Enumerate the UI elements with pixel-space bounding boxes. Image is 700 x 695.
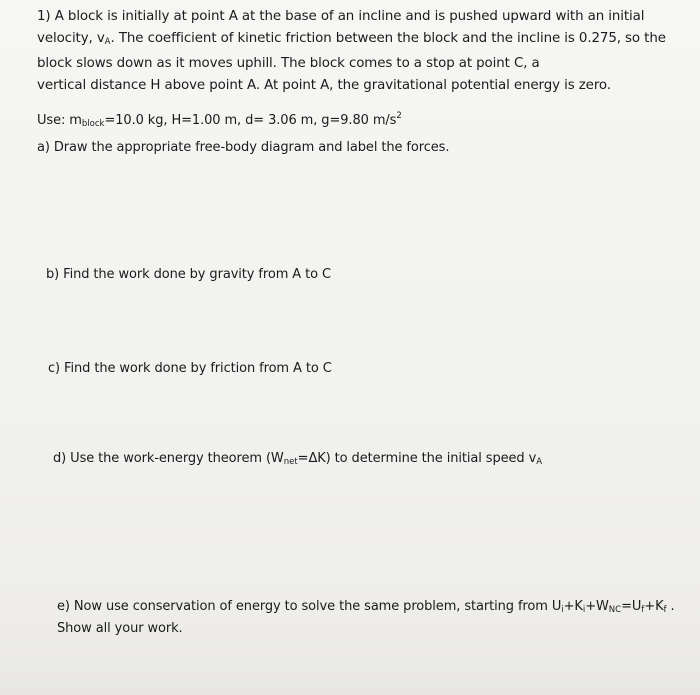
mass-subscript: block (81, 119, 105, 129)
given-values (37, 105, 402, 135)
va-subscript: A (536, 457, 543, 467)
problem-line-2 (37, 28, 677, 53)
part-d-start: d) Use the work-energy theorem (W (53, 451, 284, 466)
part-e-text-1: e) Now use conservation of energy to solve the same problem, starting from U (57, 599, 562, 614)
problem-line-2-end: . The coefficient of kinetic friction between the block and the incline is 0.275, so the (110, 31, 666, 46)
problem-line-4: vertical distance H above point A. At point A, the gravitational potential energy is zero. (37, 78, 611, 93)
part-d (53, 448, 542, 473)
part-e-text-5: +K (644, 599, 664, 614)
kf-subscript: f (663, 605, 667, 615)
units-superscript: 2 (396, 111, 402, 121)
ki-subscript: i (582, 605, 586, 615)
velocity-subscript: A (104, 37, 111, 47)
given-prefix: Use: m (37, 113, 82, 128)
part-c: c) Find the work done by friction from A to C (48, 361, 332, 376)
given-values-text: =10.0 kg, H=1.00 m, d= 3.06 m, g=9.80 m/s (104, 113, 397, 128)
part-b: b) Find the work done by gravity from A to C (46, 267, 331, 282)
wnc-subscript: NC (608, 605, 622, 615)
part-e-text-2: +K (563, 599, 583, 614)
problem-line-2-start: velocity, v (37, 31, 105, 46)
part-e-text-3: +W (585, 599, 609, 614)
part-d-middle: =ΔK) to determine the initial speed v (297, 451, 537, 466)
part-a: a) Draw the appropriate free-body diagram and label the forces. (37, 140, 450, 155)
problem-line-3: block slows down as it moves uphill. The block comes to a stop at point C, a (37, 56, 540, 71)
part-e-text-6: . (666, 599, 675, 614)
uf-subscript: f (641, 605, 645, 615)
part-e-line-2: Show all your work. (57, 621, 183, 636)
page-shadow (0, 640, 700, 695)
problem-line-1: 1) A block is initially at point A at the base of an incline and is pushed upward with an initial (37, 9, 645, 24)
net-subscript: net (283, 457, 298, 467)
problem-statement (37, 6, 677, 97)
ui-subscript: i (561, 605, 564, 615)
part-e-text-4: =U (621, 599, 642, 614)
